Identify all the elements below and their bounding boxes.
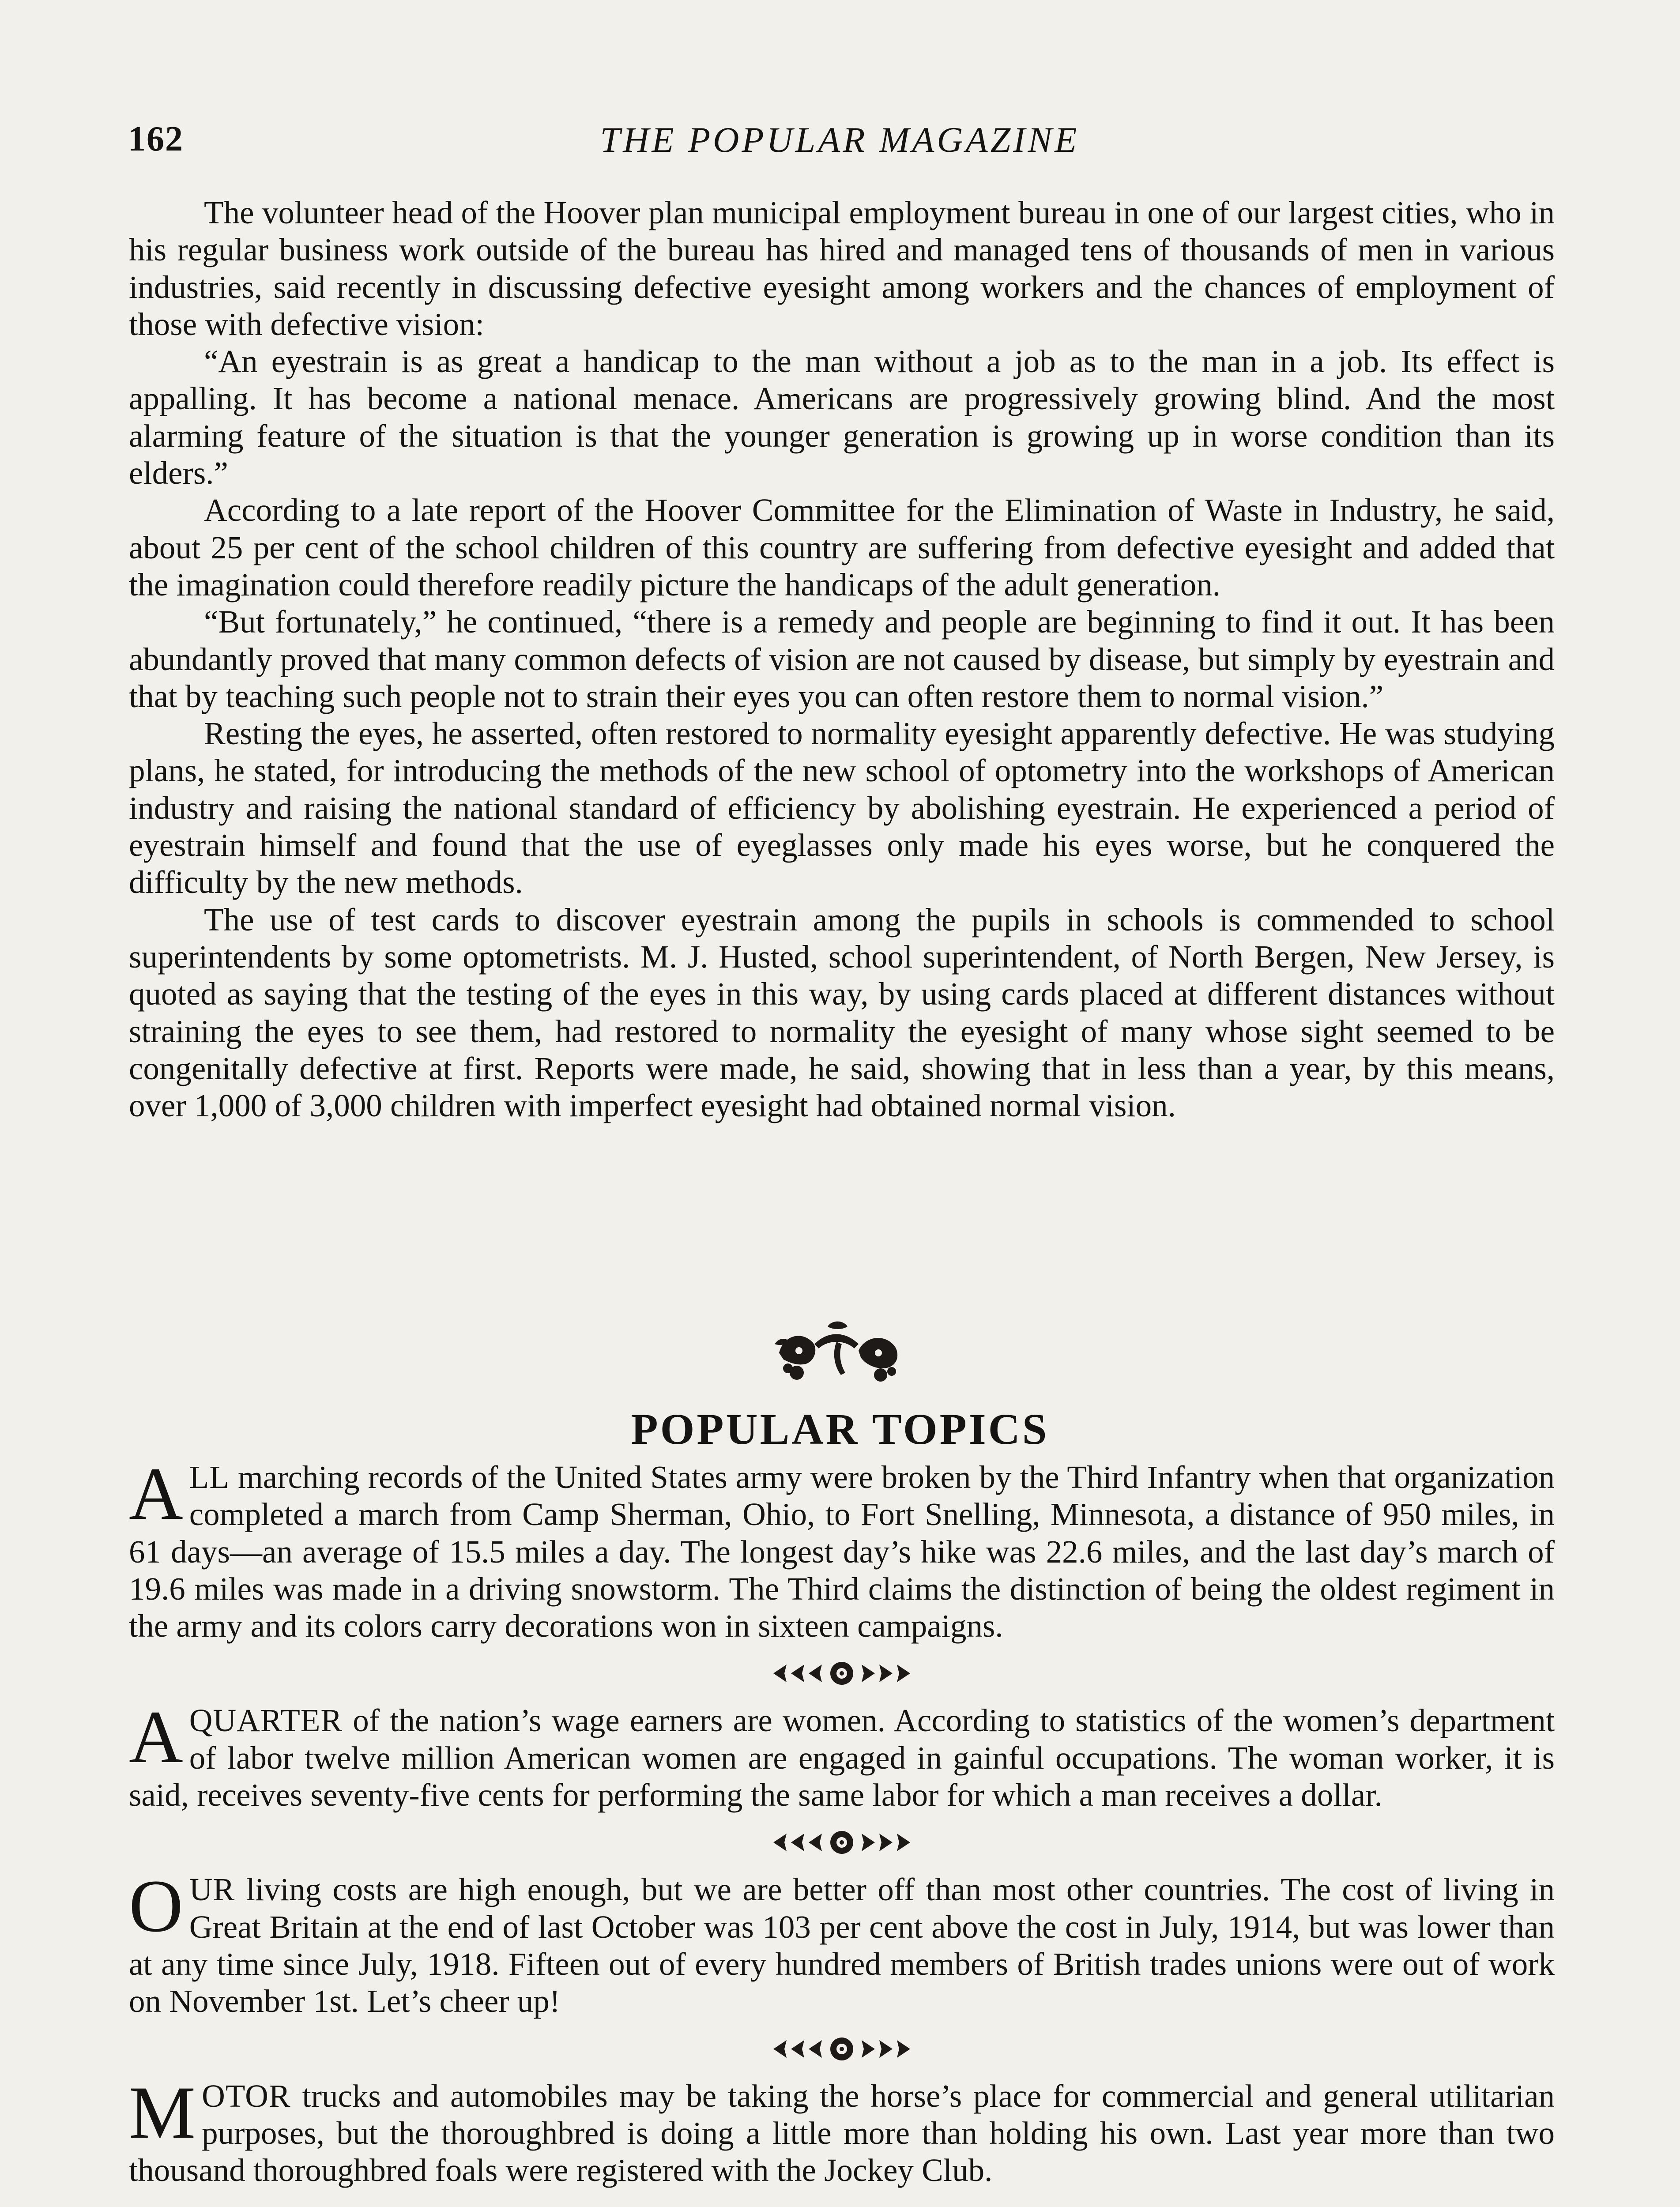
drop-cap: A — [129, 1452, 183, 1535]
drop-cap: M — [129, 2071, 196, 2154]
popular-topics — [129, 1452, 1555, 2189]
topic-lead: LL — [189, 1459, 230, 1495]
article-paragraph: The volunteer head of the Hoover plan municipal employment bureau in one of our largest cities, who in his regular business work outside of the bureau has hired and managed tens of thousands of men in various industries, said recently in discussing defective eyesight among workers and the chances of employment of those with defective vision: — [129, 195, 1555, 342]
topic-item — [129, 1695, 1555, 1814]
topic-body: trucks and automobiles may be taking the horse’s place for commercial and general utilitarian purposes, but the thoroughbred is doing a little more than holding his own. Last year more than two thousand thoroughbred foals were registered with the Jockey Club. — [129, 2078, 1555, 2188]
article-paragraph: “An eyestrain is as great a handicap to the man without a job as to the man in a job. Its effect is appalling. It has become a national menace. Americans are progressively growing blind. And the most alarming feature of the situation is that the younger generation is growing up in worse condition than its elders.” — [129, 343, 1555, 491]
article-paragraph: According to a late report of the Hoover Committee for the Elimination of Waste in Industry, he said, about 25 per cent of the school children of this country are suffering from defective eyesight and added that the imagination could therefore readily picture the handicaps of the adult generation. — [129, 492, 1555, 603]
article-paragraph: Resting the eyes, he asserted, often restored to normality eyesight apparently defective. He was studying plans, he stated, for introducing the methods of the new school of optometry into the workshops of American industry and raising the national standard of efficiency by abolishing eyestrain. He experienced a period of eyestrain himself and found that the use of eyeglasses only made his eyes worse, but he conquered the difficulty by the new methods. — [129, 716, 1555, 900]
topic-item — [129, 1452, 1555, 1645]
page-number: 162 — [128, 120, 184, 158]
running-head: THE POPULAR MAGAZINE — [600, 120, 1080, 160]
topic-body: marching records of the United States army were broken by the Third Infantry when that organization completed a march from Camp Sherman, Ohio, to Fort Snelling, Minnesota, a distance of 950 miles, in 61 days—an average of 15.5 miles a day. The longest day’s hike was 22.6 miles, and the last day’s march of 19.6 miles was made in a driving snowstorm. The Third claims the distinction of being the oldest regiment in the army and its colors carry decorations won in sixteen campaigns. — [129, 1459, 1555, 1644]
leaf-divider-icon — [769, 1658, 915, 1689]
drop-cap: A — [129, 1695, 183, 1779]
page-header — [128, 119, 1552, 168]
leaf-divider-icon — [769, 2034, 915, 2064]
topic-lead: OTOR — [202, 2078, 291, 2114]
article-paragraph: The use of test cards to discover eyestrain among the pupils in schools is commended to school superintendents by some optometrists. M. J. Husted, school superintendent, of North Bergen, New Jersey, is quoted as saying that the testing of the eyes in this way, by using cards placed at different distances without straining the eyes to see them, had restored to normality the eyesight of many whose sight seemed to be congenitally defective at first. Reports were made, he said, showing that in less than a year, by this means, over 1,000 of 3,000 children with imperfect eyesight had obtained normal vision. — [129, 901, 1555, 1124]
topic-item — [129, 2071, 1555, 2189]
topic-lead: UR — [189, 1872, 235, 1908]
article-paragraph: “But fortunately,” he continued, “there is a remedy and people are beginning to find it out. It has been abundantly proved that many common defects of vision are not caused by disease, but simply by eyestrain and that by teaching such people not to strain their eyes you can often restore them to normal vision.” — [129, 604, 1555, 714]
topic-body: living costs are high enough, but we are better off than most other countries. The cost of living in Great Britain at the end of last October was 103 per cent above the cost in July, 1914, but was lower than at any time since July, 1918. Fifteen out of every hundred members of British trades unions were out of work on November 1st. Let’s cheer up! — [129, 1872, 1555, 2019]
topic-body: of the nation’s wage earners are women. According to statistics of the women’s department of labor twelve million American women are engaged in gainful occupations. The woman worker, it is said, receives seventy-five cents for performing the same labor for which a man receives a dollar. — [129, 1702, 1555, 1813]
topic-lead: QUARTER — [189, 1702, 343, 1739]
topic-item — [129, 1864, 1555, 2020]
leaf-divider-icon — [769, 1827, 915, 1858]
eyestrain-article — [129, 194, 1555, 1124]
drop-cap: O — [129, 1864, 183, 1948]
floral-vignette-icon — [770, 1318, 903, 1386]
section-title: POPULAR TOPICS — [631, 1405, 1049, 1454]
